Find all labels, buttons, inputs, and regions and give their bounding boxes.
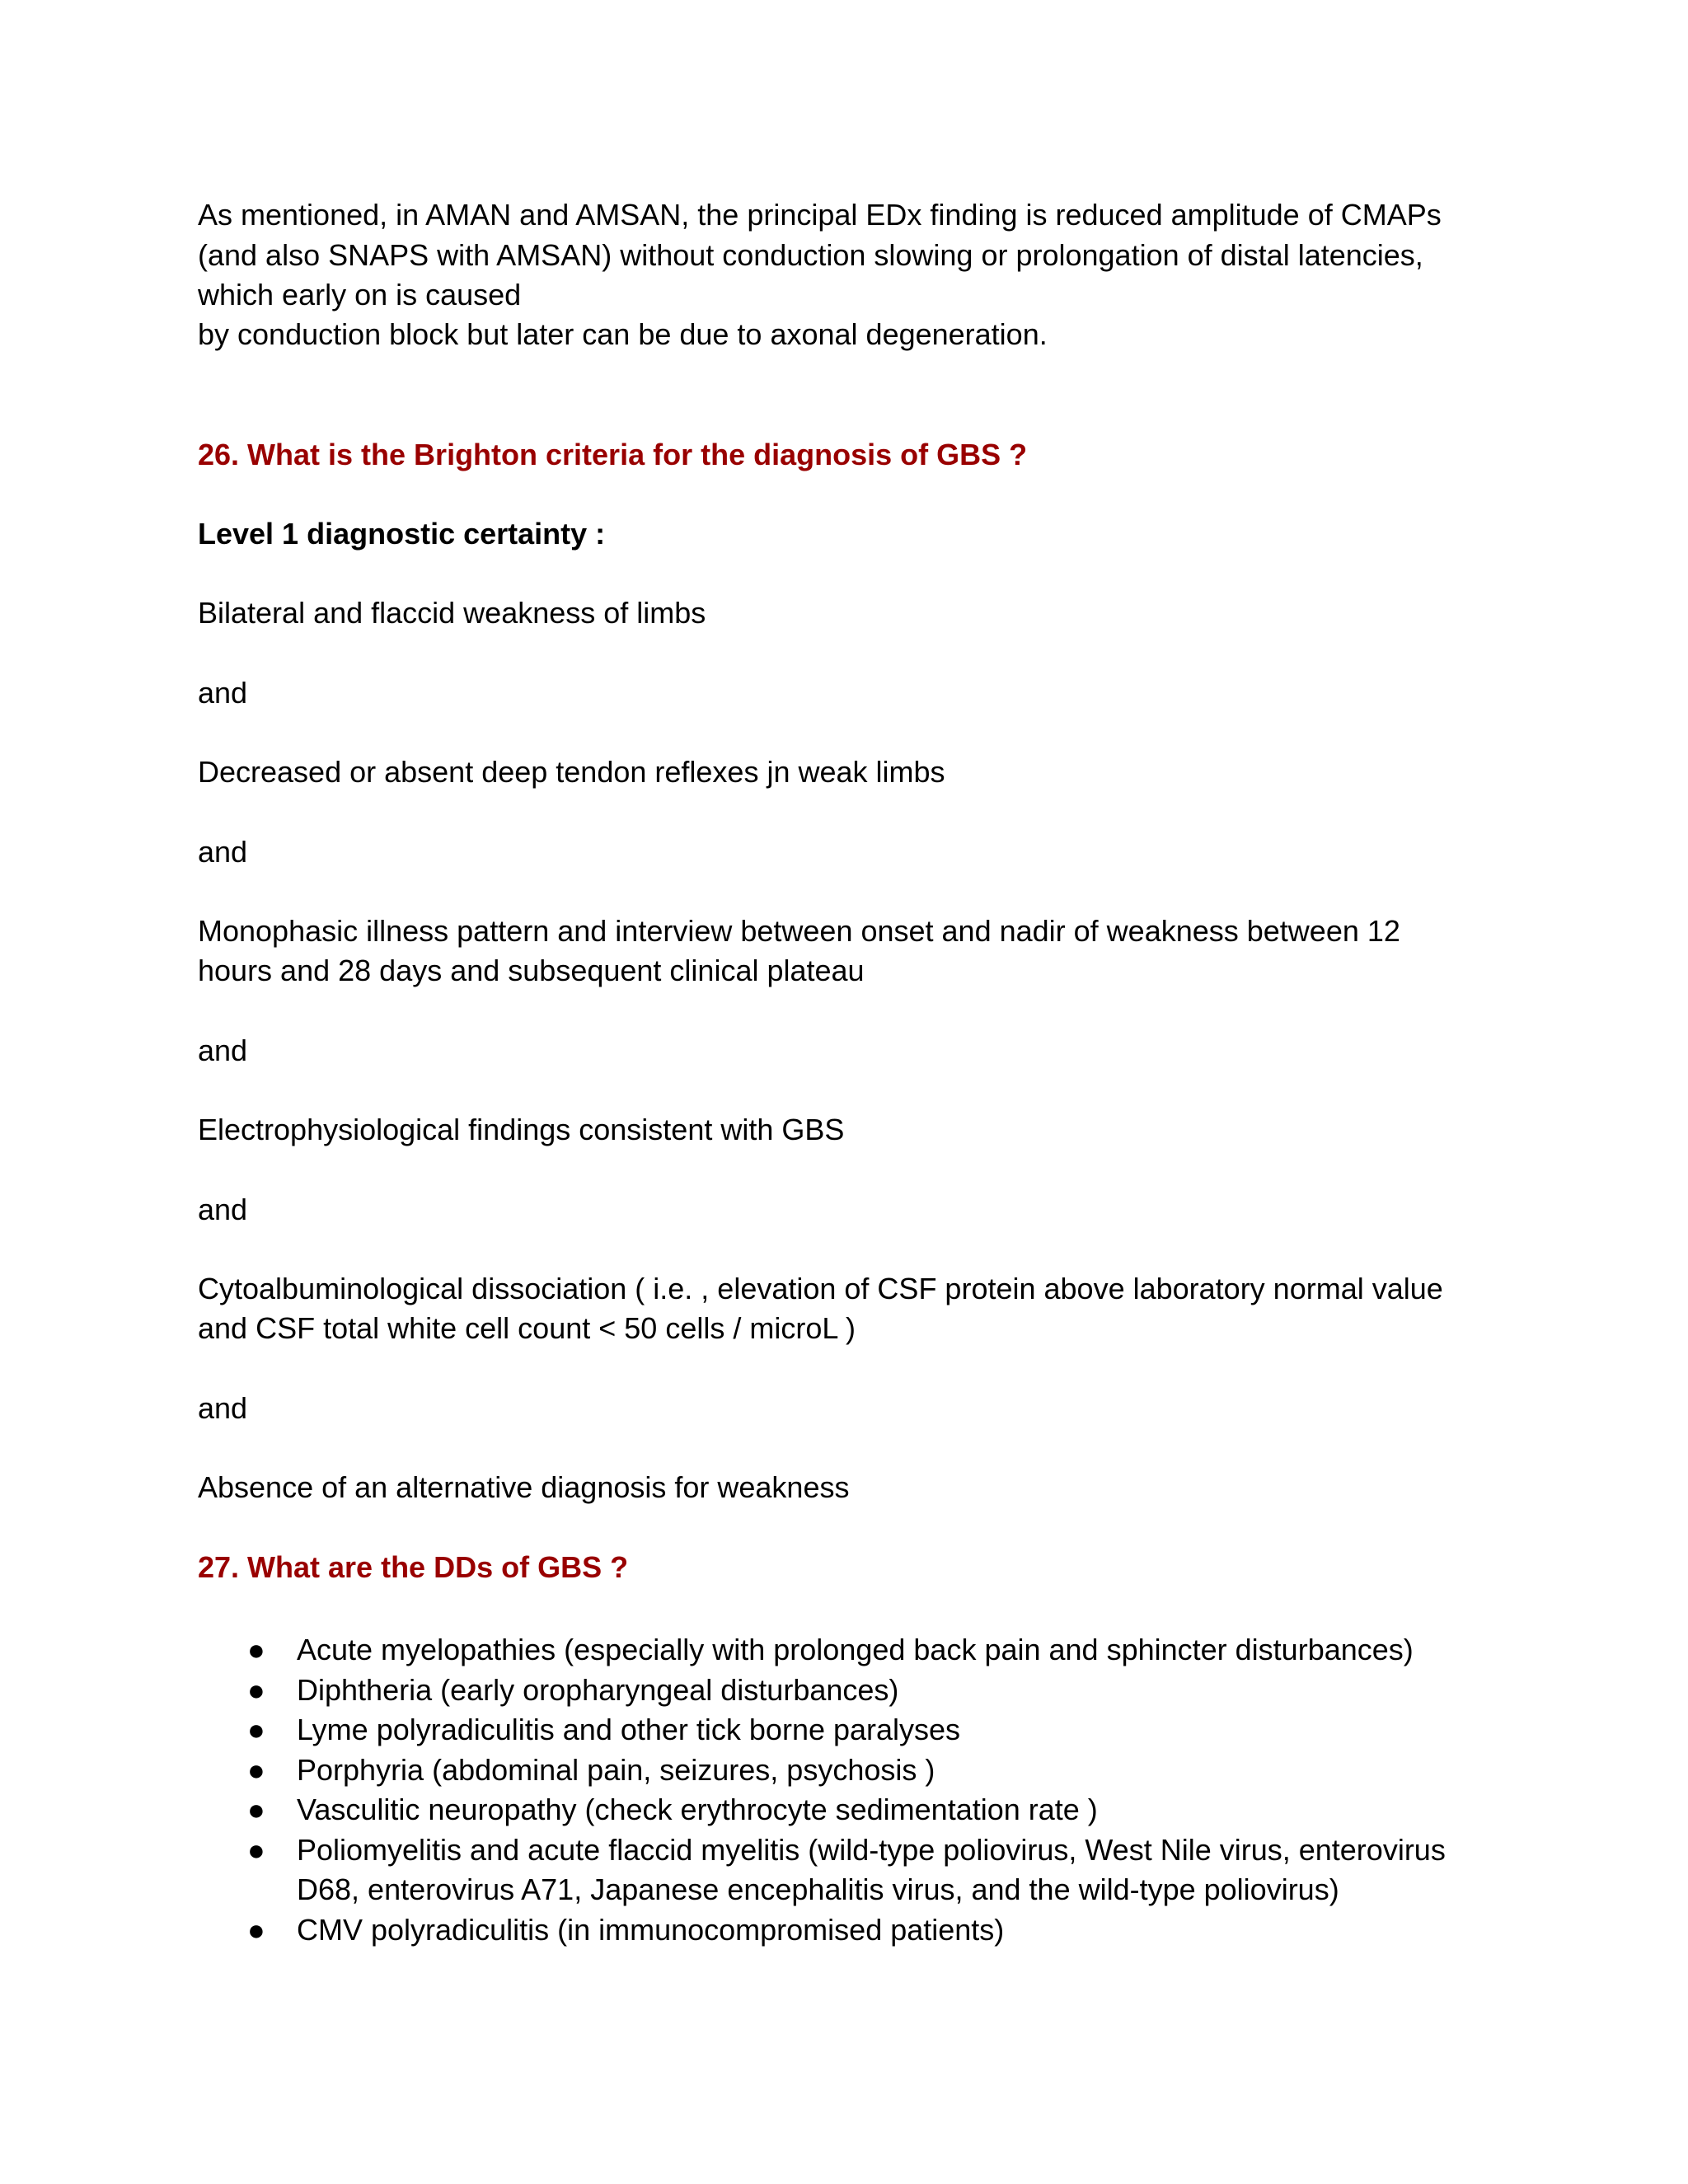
list-item [247,1671,1446,1711]
criterion-limb-weakness: Bilateral and flaccid weakness of limbs [198,596,706,630]
criterion-csf: Cytoalbuminological dissociation ( i.e. , elevation of CSF protein above laboratory normal value [198,1272,1443,1305]
list-item-text: Acute myelopathies (especially with prolonged back pain and sphincter disturbances) [297,1633,1414,1666]
criterion-reflexes: Decreased or absent deep tendon reflexes jn weak limbs [198,755,945,789]
intro-line: which early on is caused [198,278,522,312]
bullet-icon: ● [247,1793,265,1826]
list-item-text: Porphyria (abdominal pain, seizures, psychosis ) [297,1752,935,1787]
list-item [247,1750,1446,1791]
list-item [247,1910,1446,1951]
criterion-csf: and CSF total white cell count < 50 cells / microL ) [198,1311,856,1345]
bullet-icon: ● [247,1832,265,1867]
list-item-text: Vasculitic neuropathy (check erythrocyte sedimentation rate ) [297,1793,1098,1826]
list-item-text: D68, enterovirus A71, Japanese encephalitis virus, and the wild-type poliovirus) [297,1872,1339,1906]
connector-and: and [198,1391,248,1425]
criterion-monophasic: Monophasic illness pattern and interview between onset and nadir of weakness between 12 [198,914,1400,948]
criterion-electrophysiology: Electrophysiological findings consistent with GBS [198,1113,845,1146]
bullet-icon: ● [247,1633,265,1666]
intro-line: As mentioned, in AMAN and AMSAN, the principal EDx finding is reduced amplitude of CMAPs [198,198,1442,232]
connector-and: and [198,1033,248,1067]
connector-and: and [198,1193,248,1226]
differential-diagnosis-list [247,1630,1446,1950]
question-26-heading: 26. What is the Brighton criteria for the diagnosis of GBS ? [198,438,1028,471]
list-item-text: Lyme polyradiculitis and other tick borne paralyses [297,1713,961,1746]
connector-and: and [198,835,248,869]
list-item-text: Poliomyelitis and acute flaccid myelitis (wild-type poliovirus, West Nile virus, enterovirus [297,1832,1446,1867]
connector-and: and [198,676,248,710]
intro-line: by conduction block but later can be due to axonal degeneration. [198,317,1048,351]
list-item-continuation [247,1870,1446,1910]
bullet-icon: ● [247,1713,265,1746]
bullet-icon: ● [247,1752,265,1787]
list-item [247,1630,1446,1671]
list-item-text: CMV polyradiculitis (in immunocompromised patients) [297,1912,1005,1947]
list-item-text: Diphtheria (early oropharyngeal disturbances) [297,1672,899,1707]
level-1-subheading: Level 1 diagnostic certainty : [198,517,606,551]
intro-line: (and also SNAPS with AMSAN) without conduction slowing or prolongation of distal latencies, [198,238,1423,272]
criterion-monophasic: hours and 28 days and subsequent clinical plateau [198,954,865,987]
list-item [247,1830,1446,1871]
question-27-heading: 27. What are the DDs of GBS ? [198,1550,629,1584]
list-item [247,1790,1446,1830]
bullet-icon: ● [247,1912,265,1947]
criterion-no-alternative: Absence of an alternative diagnosis for weakness [198,1470,850,1504]
bullet-icon: ● [247,1672,265,1707]
list-item [247,1710,1446,1750]
